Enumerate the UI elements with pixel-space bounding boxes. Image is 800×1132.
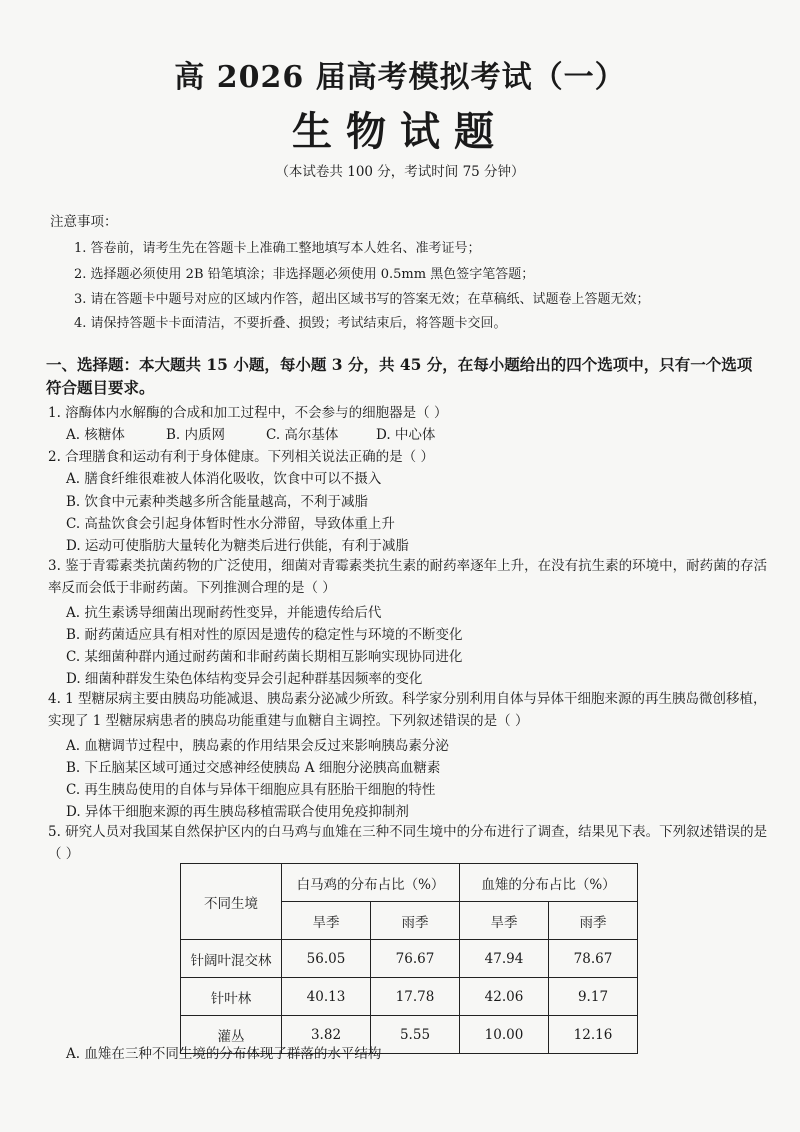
table-cell-habitat: 灌丛 [181,1016,282,1054]
table-cell: 78.67 [549,940,638,978]
question-1-options [66,423,435,443]
section-heading: 一、选择题：本大题共 15 小题，每小题 3 分，共 45 分，在每小题给出的四个选项中，只有一个选项符合题目要求。 [46,355,753,397]
table-cell: 10.00 [460,1016,549,1054]
note-item: 2. 选择题必须使用 2B 铅笔填涂；非选择题必须使用 0.5mm 黑色签字笔答题； [74,267,535,282]
subject-title: 生物试题 [292,108,508,155]
option-d: D. 运动可使脂肪大量转化为糖类后进行供能，有利于减脂 [66,538,409,554]
table-cell-habitat: 针阔叶混交林 [181,940,282,978]
option-d: D. 细菌种群发生染色体结构变异会引起种群基因频率的变化 [66,671,423,687]
table-cell: 3.82 [282,1016,371,1054]
table-cell: 12.16 [549,1016,638,1054]
question-3-stem: 3. 鉴于青霉素类抗菌药物的广泛使用，细菌对青霉素类抗生素的耐药率逐年上升，在没有抗生素的环境中，耐药菌的存活率反而会低于非耐药菌。下列推测合理的是（ ） [48,558,768,596]
table-cell: 17.78 [371,978,460,1016]
notes-heading: 注意事项： [50,214,118,230]
table-season-header: 雨季 [549,902,638,940]
note-item: 1. 答卷前，请考生先在答题卡上准确工整地填写本人姓名、准考证号； [74,241,481,256]
option-a: A. 血糖调节过程中，胰岛素的作用结果会反过来影响胰岛素分泌 [66,738,449,754]
option-b: B. 下丘脑某区域可通过交感神经使胰岛 A 细胞分泌胰高血糖素 [66,760,441,776]
table-group-header: 白马鸡的分布占比（%） [282,864,460,902]
note-item: 4. 请保持答题卡卡面清洁，不要折叠、损毁；考试结束后，将答题卡交回。 [74,316,507,331]
option-a: A. 核糖体 [66,427,125,443]
option-d: D. 异体干细胞来源的再生胰岛移植需联合使用免疫抑制剂 [66,804,409,820]
option-a: A. 抗生素诱导细菌出现耐药性变异，并能遗传给后代 [66,605,382,621]
table-cell: 42.06 [460,978,549,1016]
question-4-stem: 4. 1 型糖尿病主要由胰岛功能减退、胰岛素分泌减少所致。科学家分别利用自体与异体干细胞来源的再生胰岛微创移植，实现了 1 型糖尿病患者的胰岛功能重建与血糖自主调控。下列叙述错误的是（ ） [48,691,767,729]
table-season-header: 旱季 [460,902,549,940]
table-group-header: 血雉的分布占比（%） [460,864,638,902]
exam-info: （本试卷共 100 分，考试时间 75 分钟） [275,164,525,180]
table-cell: 76.67 [371,940,460,978]
option-c: C. 再生胰岛使用的自体与异体干细胞应具有胚胎干细胞的特性 [66,782,436,798]
option-a: A. 膳食纤维很难被人体消化吸收，饮食中可以不摄入 [66,471,382,487]
exam-title: 高 2026 届高考模拟考试（一） [174,60,626,95]
table-cell: 9.17 [549,978,638,1016]
distribution-table [180,863,638,1054]
question-2-stem: 2. 合理膳食和运动有利于身体健康。下列相关说法正确的是（ ） [48,449,434,465]
table-cell: 40.13 [282,978,371,1016]
table-cell: 56.05 [282,940,371,978]
table-season-header: 雨季 [371,902,460,940]
option-a: A. 血雉在三种不同生境的分布体现了群落的水平结构 [66,1046,382,1062]
option-d: D. 中心体 [376,427,436,443]
table-cell: 47.94 [460,940,549,978]
option-b: B. 耐药菌适应具有相对性的原因是遗传的稳定性与环境的不断变化 [66,627,463,643]
table-row [181,978,638,1016]
option-c: C. 某细菌种群内通过耐药菌和非耐药菌长期相互影响实现协同进化 [66,649,463,665]
table-season-header: 旱季 [282,902,371,940]
question-1-stem: 1. 溶酶体内水解酶的合成和加工过程中，不会参与的细胞器是（ ） [48,405,448,421]
option-c: C. 高盐饮食会引起身体暂时性水分滞留，导致体重上升 [66,516,395,532]
option-c: C. 高尔基体 [266,427,339,443]
table-cell-habitat: 针叶林 [181,978,282,1016]
note-item: 3. 请在答题卡中题号对应的区域内作答，超出区域书写的答案无效；在草稿纸、试题卷上答题无效； [74,292,650,307]
option-b: B. 饮食中元素种类越多所含能量越高，不利于减脂 [66,494,369,510]
table-row [181,940,638,978]
table-corner-header: 不同生境 [181,864,282,940]
table-cell: 5.55 [371,1016,460,1054]
question-5-stem: 5. 研究人员对我国某自然保护区内的白马鸡与血雉在三种不同生境中的分布进行了调查，结果见下表。下列叙述错误的是（ ） [48,824,768,862]
option-b: B. 内质网 [166,427,226,443]
